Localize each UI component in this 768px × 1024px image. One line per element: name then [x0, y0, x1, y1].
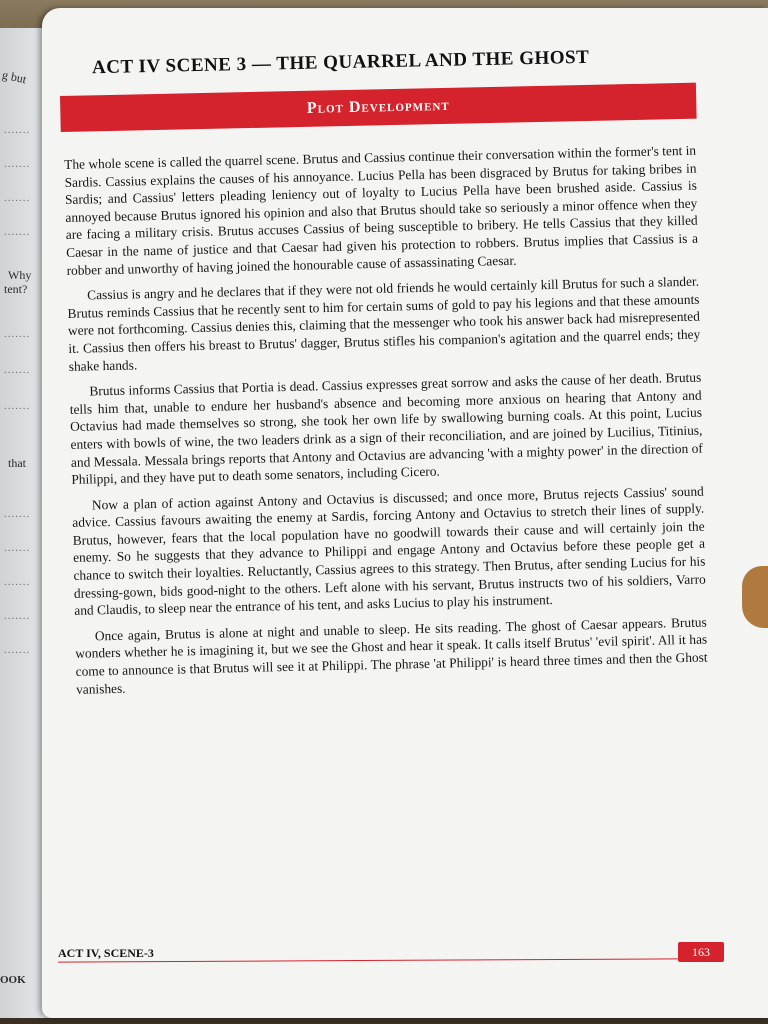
- left-page-dots: .......: [4, 364, 31, 376]
- page-title: ACT IV SCENE 3 — THE QUARREL AND THE GHOST: [91, 46, 590, 79]
- thumb: [742, 566, 768, 628]
- left-page-dots: .......: [4, 576, 31, 588]
- left-page-fragment: g but: [0, 67, 28, 87]
- left-page-dots: .......: [4, 328, 31, 340]
- banner-label: Plot Development: [306, 96, 450, 117]
- paragraph: The whole scene is called the quarrel scene. Brutus and Cassius continue their conversation within the former's tent in Sardis. Cassius explains the causes of his annoyance. Lucius Pella has been disgraced by Brutus for taking bribes in Sardis; and Cassius' letters pleading leniency out of loyalty to Lucius Pella have been brushed aside. Cassius is annoyed because Brutus ignored his opinion and also that Brutus should take so seriously a minor offence when they are facing a military crisis. Brutus accuses Cassius of being susceptible to bribery. He tells Cassius that they killed Caesar in the name of justice and that Caesar had given his protection to robbers. Brutus implies that Cassius is a robber and unworthy of having joined the honourable cause of assassinating Caesar.: [64, 142, 699, 278]
- left-page-dots: .......: [4, 158, 31, 170]
- left-page-dots: .......: [4, 124, 31, 136]
- paragraph: Once again, Brutus is alone at night and unable to sleep. He sits reading. The ghost of Caesar appears. Brutus wonders whether he is imagining it, but we see the Ghost and hear it speak. It calls itself Brutus' 'evil spirit'. All it has come to announce is that Brutus will see it at Philippi. The phrase 'at Philippi' is heard three times and then the Ghost vanishes.: [75, 614, 708, 697]
- left-page-dots: .......: [4, 400, 31, 412]
- left-page-fragment: OOK: [0, 974, 26, 986]
- footer-label: ACT IV, SCENE-3: [58, 946, 154, 960]
- paragraph: Brutus informs Cassius that Portia is dead. Cassius expresses great sorrow and asks the cause of her death. Brutus tells him that, unable to endure her husband's absence and becoming more anxious on hearing that Antony and Octavius had made themselves so strong, she took her own life by swallowing burning coals. At this point, Lucius enters with bowls of wine, the two leaders drink as a sign of their reconciliation, and are joined by Lucilius, Titinius, and Messala. Messala brings reports that Antony and Octavius are advancing 'with a mighty power' in the direction of Philippi, and they have put to death some senators, including Cicero.: [69, 369, 703, 488]
- left-page-dots: .......: [4, 192, 31, 204]
- left-page-dots: .......: [4, 508, 31, 520]
- book-page: [42, 8, 768, 1018]
- page-footer: [58, 946, 718, 976]
- left-page-dots: .......: [4, 610, 31, 622]
- paragraph: Now a plan of action against Antony and Octavius is discussed; and once more, Brutus rejects Cassius' sound advice. Cassius favours awaiting the enemy at Sardis, forcing Antony and Octavius to stretch their lines of supply. Brutus, however, fears that the local population have no goodwill towards their cause and will certainly join the enemy. So he suggests that they advance to Philippi and engage Antony and Octavius before these people get a chance to switch their loyalties. Reluctantly, Cassius agrees to this strategy. Then Brutus, after sending Lucius for his dressing-gown, bids good-night to the others. Left alone with his servant, Brutus instructs two of his soldiers, Varro and Claudis, to sleep near the entrance of his tent, and asks Lucius to play his instrument.: [72, 483, 706, 619]
- left-page-fragment: Why: [8, 268, 32, 282]
- paragraph: Cassius is angry and he declares that if they were not old friends he would certainly kill Brutus for such a slander. Brutus reminds Cassius that he recently sent to him for certain sums of gold to pay his legions and that these amounts were not forthcoming. Cassius denies this, claiming that the messenger who took his answer back had misrepresented it. Cassius then offers his breast to Brutus' dagger, Brutus stifles his companion's agitation and the quarrel ends; they shake hands.: [67, 273, 701, 374]
- left-page-dots: .......: [4, 226, 31, 238]
- left-page-dots: .......: [4, 644, 31, 656]
- left-page-fragment: that: [8, 456, 26, 470]
- body-text: [64, 142, 708, 706]
- left-page-fragment: tent?: [4, 282, 28, 296]
- page-number: 163: [678, 942, 724, 962]
- section-banner: [60, 83, 697, 132]
- left-page-dots: .......: [4, 542, 31, 554]
